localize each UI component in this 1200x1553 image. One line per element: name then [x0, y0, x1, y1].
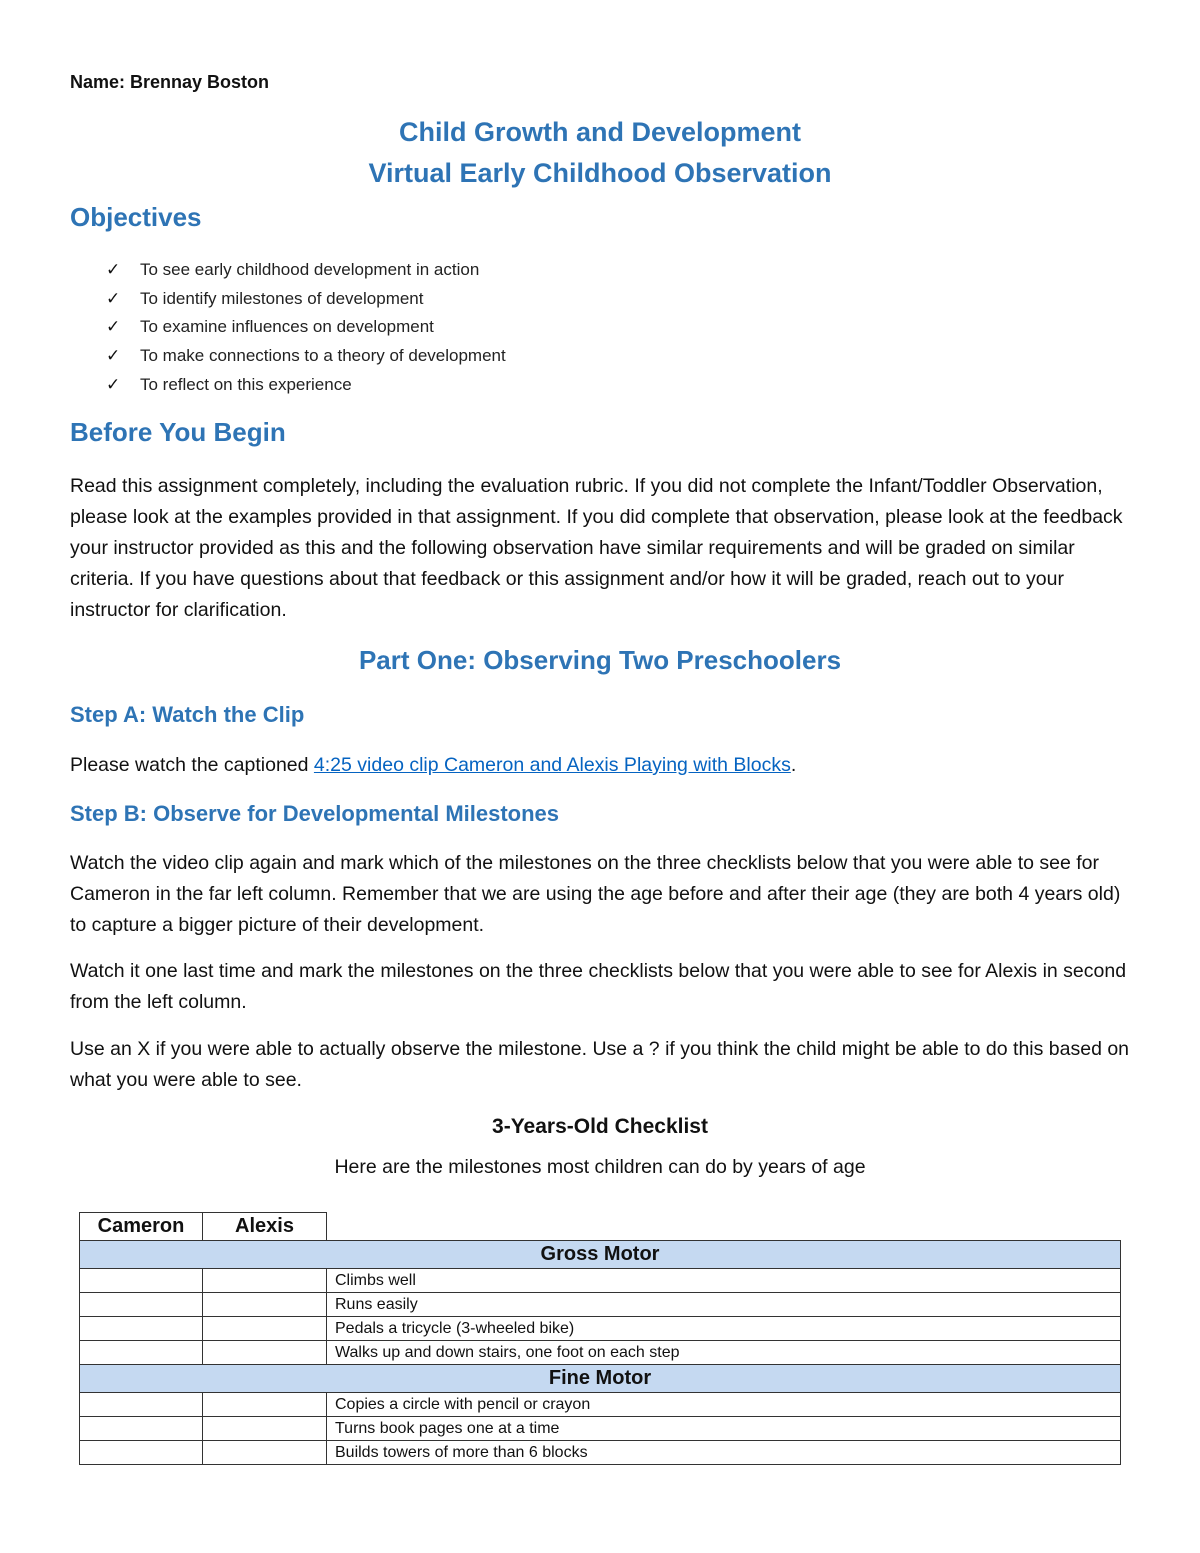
step-b-paragraph-1: Watch the video clip again and mark which of the milestones on the three checklists below that you were able to see for Cameron in the far left column. Remember that we are using the age before and after their age (they are both 4 years old) to capture a bigger picture of their development. — [70, 852, 1121, 936]
cameron-mark-cell[interactable] — [80, 1269, 203, 1293]
column-header-alexis: Alexis — [203, 1213, 327, 1241]
step-a-heading: Step A: Watch the Clip — [70, 702, 305, 727]
milestone-cell: Builds towers of more than 6 blocks — [327, 1441, 1121, 1465]
cameron-mark-cell[interactable] — [80, 1341, 203, 1365]
objectives-list — [106, 256, 506, 399]
alexis-mark-cell[interactable] — [203, 1417, 327, 1441]
checkmark-icon: ✓ — [106, 288, 121, 308]
step-b-paragraph-3: Use an X if you were able to actually observe the milestone. Use a ? if you think the child might be able to do this based on what you were able to see. — [70, 1038, 1130, 1091]
cameron-mark-cell[interactable] — [80, 1293, 203, 1317]
column-header-cameron: Cameron — [80, 1213, 203, 1241]
alexis-mark-cell[interactable] — [203, 1393, 327, 1417]
checkmark-icon: ✓ — [106, 346, 121, 366]
category-gross-motor: Gross Motor — [80, 1241, 1121, 1269]
document-title: Child Growth and Development — [398, 117, 802, 147]
milestone-cell: Turns book pages one at a time — [327, 1417, 1121, 1441]
alexis-mark-cell[interactable] — [203, 1269, 327, 1293]
checklist-header-row — [80, 1213, 1121, 1241]
objectives-heading: Objectives — [70, 202, 202, 232]
step-b-paragraph-2: Watch it one last time and mark the milestones on the three checklists below that you were able to see for Alexis in second from the left column. — [70, 960, 1127, 1013]
alexis-mark-cell[interactable] — [203, 1441, 327, 1465]
document-subtitle: Virtual Early Childhood Observation — [368, 158, 832, 188]
checkmark-icon: ✓ — [106, 317, 121, 337]
student-name: Name: Brennay Boston — [70, 72, 270, 92]
milestone-cell: Climbs well — [327, 1269, 1121, 1293]
objective-item: ✓ To identify milestones of development — [106, 288, 424, 308]
objective-item: ✓ To reflect on this experience — [106, 374, 352, 394]
step-b-heading: Step B: Observe for Developmental Milestones — [70, 801, 560, 826]
alexis-mark-cell[interactable] — [203, 1293, 327, 1317]
table-row — [80, 1317, 1121, 1341]
objective-item: ✓ To make connections to a theory of development — [106, 346, 506, 366]
table-row — [80, 1341, 1121, 1365]
milestone-cell: Copies a circle with pencil or crayon — [327, 1393, 1121, 1417]
category-row — [80, 1241, 1121, 1269]
table-row — [80, 1417, 1121, 1441]
category-row — [80, 1365, 1121, 1393]
alexis-mark-cell[interactable] — [203, 1341, 327, 1365]
before-you-begin-heading: Before You Begin — [70, 417, 286, 447]
objective-item: ✓ To see early childhood development in action — [106, 260, 480, 280]
part-one-heading: Part One: Observing Two Preschoolers — [358, 645, 842, 675]
cameron-mark-cell[interactable] — [80, 1417, 203, 1441]
category-fine-motor: Fine Motor — [80, 1365, 1121, 1393]
cameron-mark-cell[interactable] — [80, 1441, 203, 1465]
before-you-begin-paragraph: Read this assignment completely, including the evaluation rubric. If you did not complete the Infant/Toddler Observation, please look at the examples provided in that assignment. If you did complete that observation, please look at the feedback your instructor provided as this and the following observation have similar requirements and will be graded on similar criteria. If you have questions about that feedback or this assignment and/or how it will be graded, reach out to your instructor for clarification. — [70, 475, 1123, 621]
table-row — [80, 1441, 1121, 1465]
step-a-paragraph: Please watch the captioned 4:25 video clip Cameron and Alexis Playing with Blocks. — [70, 754, 797, 776]
milestone-cell: Pedals a tricycle (3-wheeled bike) — [327, 1317, 1121, 1341]
table-row — [80, 1293, 1121, 1317]
checklist-title: 3-Years-Old Checklist — [492, 1115, 708, 1138]
alexis-mark-cell[interactable] — [203, 1317, 327, 1341]
milestone-checklist-table — [79, 1212, 1121, 1465]
milestone-cell: Runs easily — [327, 1293, 1121, 1317]
checklist-subtitle: Here are the milestones most children can do by years of age — [334, 1156, 866, 1178]
table-row — [80, 1269, 1121, 1293]
video-clip-link[interactable]: 4:25 video clip Cameron and Alexis Playing with Blocks — [313, 754, 791, 776]
objective-item: ✓ To examine influences on development — [106, 317, 434, 337]
cameron-mark-cell[interactable] — [80, 1393, 203, 1417]
table-row — [80, 1393, 1121, 1417]
checkmark-icon: ✓ — [106, 260, 121, 280]
milestone-cell: Walks up and down stairs, one foot on each step — [327, 1341, 1121, 1365]
cameron-mark-cell[interactable] — [80, 1317, 203, 1341]
checkmark-icon: ✓ — [106, 374, 121, 394]
